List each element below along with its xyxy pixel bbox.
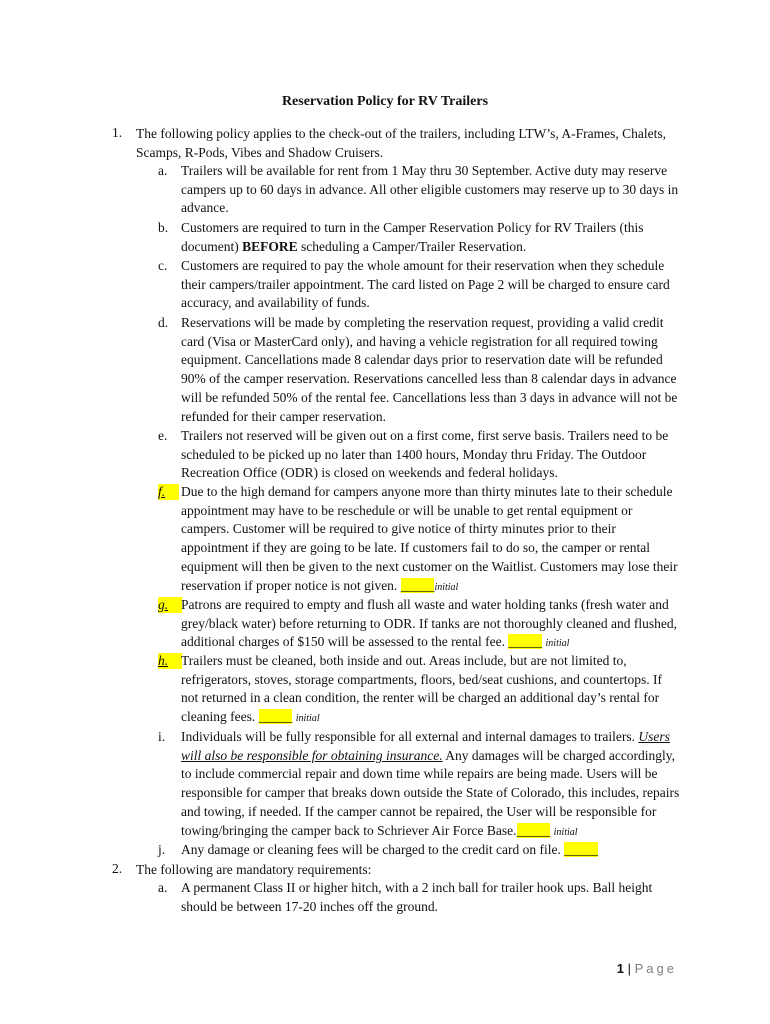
item-1g-letter: g. xyxy=(158,597,182,613)
page-label: Page xyxy=(634,961,677,976)
page-footer xyxy=(617,961,677,976)
item-1b-text xyxy=(181,219,681,256)
section-1-number: 1. xyxy=(112,125,123,140)
initial-field-1g[interactable]: _____ xyxy=(508,634,543,650)
item-1d-text: Reservations will be made by completing the reservation request, providing a valid credit card (Visa or MasterCard only), and having a vehicle registration for all required towing equipment. Cancellations made 8 calendar days prior to reservation date will be refunded 90% of the camper reservation. Reservations cancelled less than 8 calendar days in advance will be refunded 50% of the rental fee. Cancellations less than 3 days in advance will not be refunded for their camper reservation. xyxy=(181,315,678,424)
item-1h-body: Trailers must be cleaned, both inside and out. Areas include, but are not limited to, refrigerators, stoves, storage compartments, floors, bed/seat cushions, and countertops. If not returned in a clean condition, the renter will be charged an additional day’s rental for cleaning fees. xyxy=(181,653,662,725)
item-2a-text: A permanent Class II or higher hitch, with a 2 inch ball for trailer hook ups. Ball height should be between 17-20 inches off the ground. xyxy=(181,880,653,914)
section-1-intro: The following policy applies to the check-out of the trailers, including LTW’s, A-Frames, Chalets, Scamps, R-Pods, Vibes and Shadow Cruisers. xyxy=(136,126,667,160)
item-1j-body: Any damage or cleaning fees will be charged to the credit card on file. xyxy=(181,842,565,857)
item-1d-letter: d. xyxy=(158,315,169,330)
item-1b-bold: BEFORE xyxy=(242,238,298,254)
initial-field-1i[interactable]: _____ xyxy=(516,822,551,838)
item-2a-letter: a. xyxy=(158,880,168,895)
initial-field-1j[interactable]: _____ xyxy=(564,842,598,857)
item-1e-text: Trailers not reserved will be given out on a first come, first serve basis. Trailers need to be scheduled to be picked up no later than 1400 hours, Monday thru Friday. The Outdoor Recreation Office (ODR) is closed on weekends and federal holidays. xyxy=(181,428,669,481)
item-1f-body: Due to the high demand for campers anyone more than thirty minutes late to their schedule appointment may have to be reschedule or will be unable to get rental equipment or campers. Customer will be required to give notice of thirty minutes prior to their appointment if they are going to be late. If customers fail to do so, the camper or rental equipment will then be given to the next customer on the Waitlist. Customers may lose their reservation if proper notice is not given. xyxy=(181,484,678,593)
item-1g-text xyxy=(181,596,681,654)
item-1i-letter: i. xyxy=(158,729,166,744)
item-1j-letter: j. xyxy=(158,842,166,857)
item-1h-text xyxy=(181,652,681,729)
item-1e-letter: e. xyxy=(158,428,168,443)
initial-label-1g: initial xyxy=(545,638,570,650)
item-1i-body1: Individuals will be fully responsible for all external and internal damages to trailers. xyxy=(181,729,639,744)
item-1i-body2: Any damages will be charged accordingly, to include commercial repair and down time while repairs are being made. Users will be responsible for camper that breaks down outside the State of Colorado, this includes, repairs and towing, if needed. If the camper cannot be repaired, the User will be responsible for towing/bringing the camper back to Schriever Air Force Base. xyxy=(181,747,680,838)
item-1f-text xyxy=(181,483,681,597)
document-title: Reservation Policy for RV Trailers xyxy=(281,94,489,109)
item-1f-letter: f. xyxy=(158,484,179,500)
initial-field-1h[interactable]: _____ xyxy=(258,709,293,725)
item-1b-letter: b. xyxy=(158,220,169,235)
item-1j-text xyxy=(181,841,681,860)
initial-label-1h: initial xyxy=(295,713,320,725)
item-1a-text: Trailers will be available for rent from 1 May thru 30 September. Active duty may reserve campers up to 60 days in advance. All other eligible customers may reserve up to 30 days in advance. xyxy=(181,163,679,216)
section-2-number: 2. xyxy=(112,861,123,876)
item-1h-letter: h. xyxy=(158,653,182,669)
page-number: 1 xyxy=(616,961,624,976)
insurance-notice: Users will also be responsible for obtaining insurance. xyxy=(181,729,670,763)
item-1a-letter: a. xyxy=(158,163,168,178)
item-1b-pre: Customers are required to turn in the Camper Reservation Policy for RV Trailers (this document) xyxy=(181,220,644,254)
item-1c-letter: c. xyxy=(158,258,168,273)
initial-field-1f[interactable]: _____ xyxy=(400,577,435,593)
section-2-intro: The following are mandatory requirements: xyxy=(136,862,372,877)
page-separator: | xyxy=(627,961,631,976)
item-1g-body: Patrons are required to empty and flush all waste and water holding tanks (fresh water and grey/black water) before returning to ODR. If tanks are not thoroughly cleaned and flushed, additional charges of $150 will be assessed to the rental fee. xyxy=(181,597,677,650)
item-1b-post: scheduling a Camper/Trailer Reservation. xyxy=(297,238,527,254)
initial-label-1i: initial xyxy=(553,826,578,838)
initial-label-1f: initial xyxy=(434,581,459,593)
item-1i-text xyxy=(181,728,681,842)
item-1c-text: Customers are required to pay the whole amount for their reservation when they schedule their campers/trailer appointment. The card listed on Page 2 will be charged to ensure card accuracy, and availability of funds. xyxy=(181,258,670,311)
